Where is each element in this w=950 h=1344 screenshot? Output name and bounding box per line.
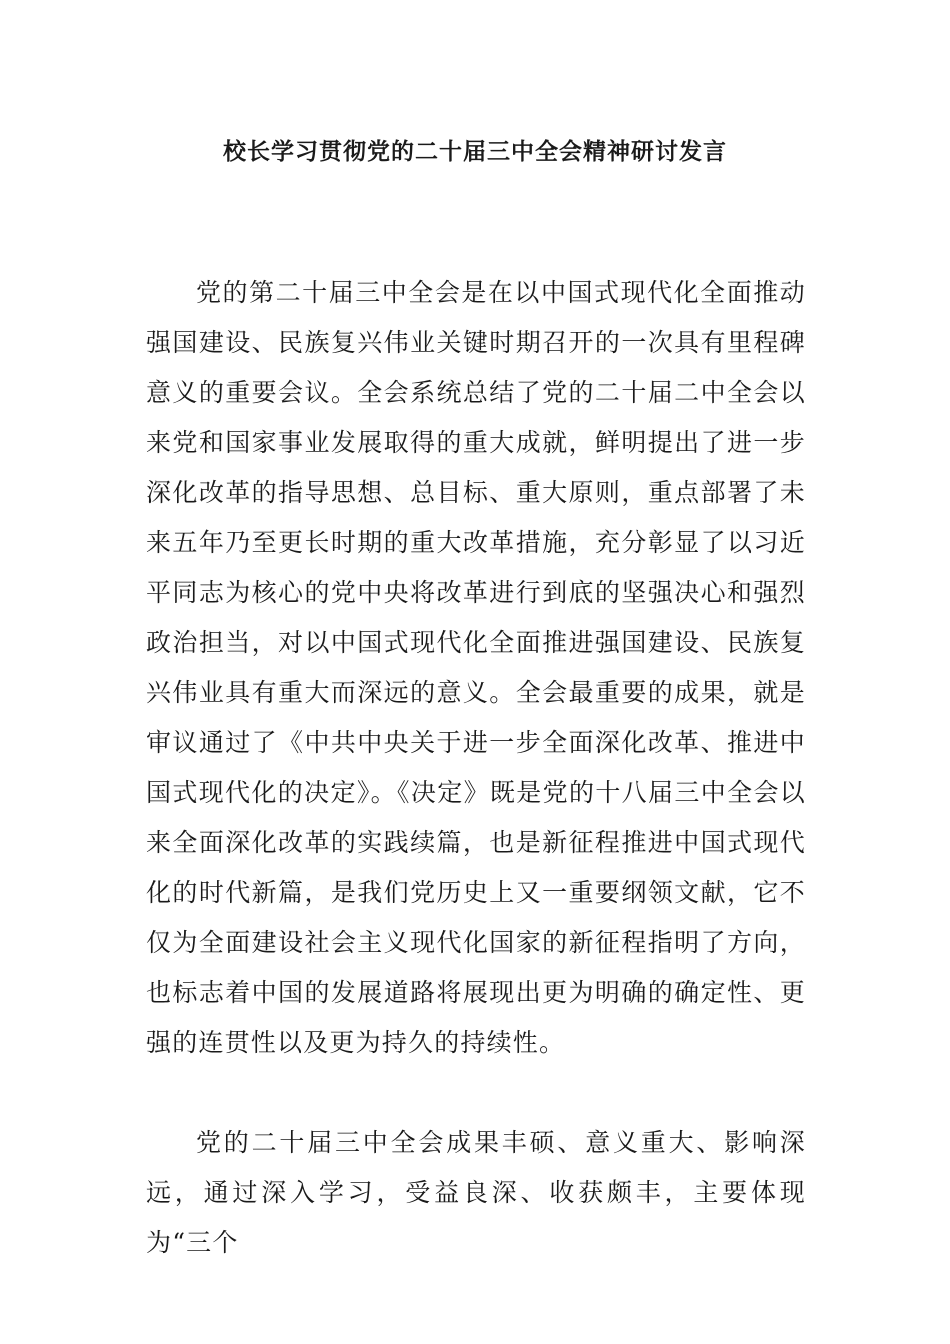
- paragraph-2: 党的二十届三中全会成果丰硕、意义重大、影响深远，通过深入学习，受益良深、收获颇丰，主要体现为“三个: [146, 1128, 806, 1257]
- paragraph-1: 党的第二十届三中全会是在以中国式现代化全面推动强国建设、民族复兴伟业关键时期召开的一次具有里程碑意义的重要会议。全会系统总结了党的二十届二中全会以来党和国家事业发展取得的重大成就，鲜明提出了进一步深化改革的指导思想、总目标、重大原则，重点部署了未来五年乃至更长时期的重大改革措施，充分彰显了以习近平同志为核心的党中央将改革进行到底的坚强决心和强烈政治担当，对以中国式现代化全面推进强国建设、民族复兴伟业具有重大而深远的意义。全会最重要的成果，就是审议通过了《中共中央关于进一步全面深化改革、推进中国式现代化的决定》。《决定》既是党的十八届三中全会以来全面深化改革的实践续篇，也是新征程推进中国式现代化的时代新篇，是我们党历史上又一重要纲领文献，它不仅为全面建设社会主义现代化国家的新征程指明了方向，也标志着中国的发展道路将展现出更为明确的确定性、更强的连贯性以及更为持久的持续性。: [146, 278, 806, 1057]
- document-body: [146, 268, 806, 1268]
- document-title: 校长学习贯彻党的二十届三中全会精神研讨发言: [223, 138, 727, 165]
